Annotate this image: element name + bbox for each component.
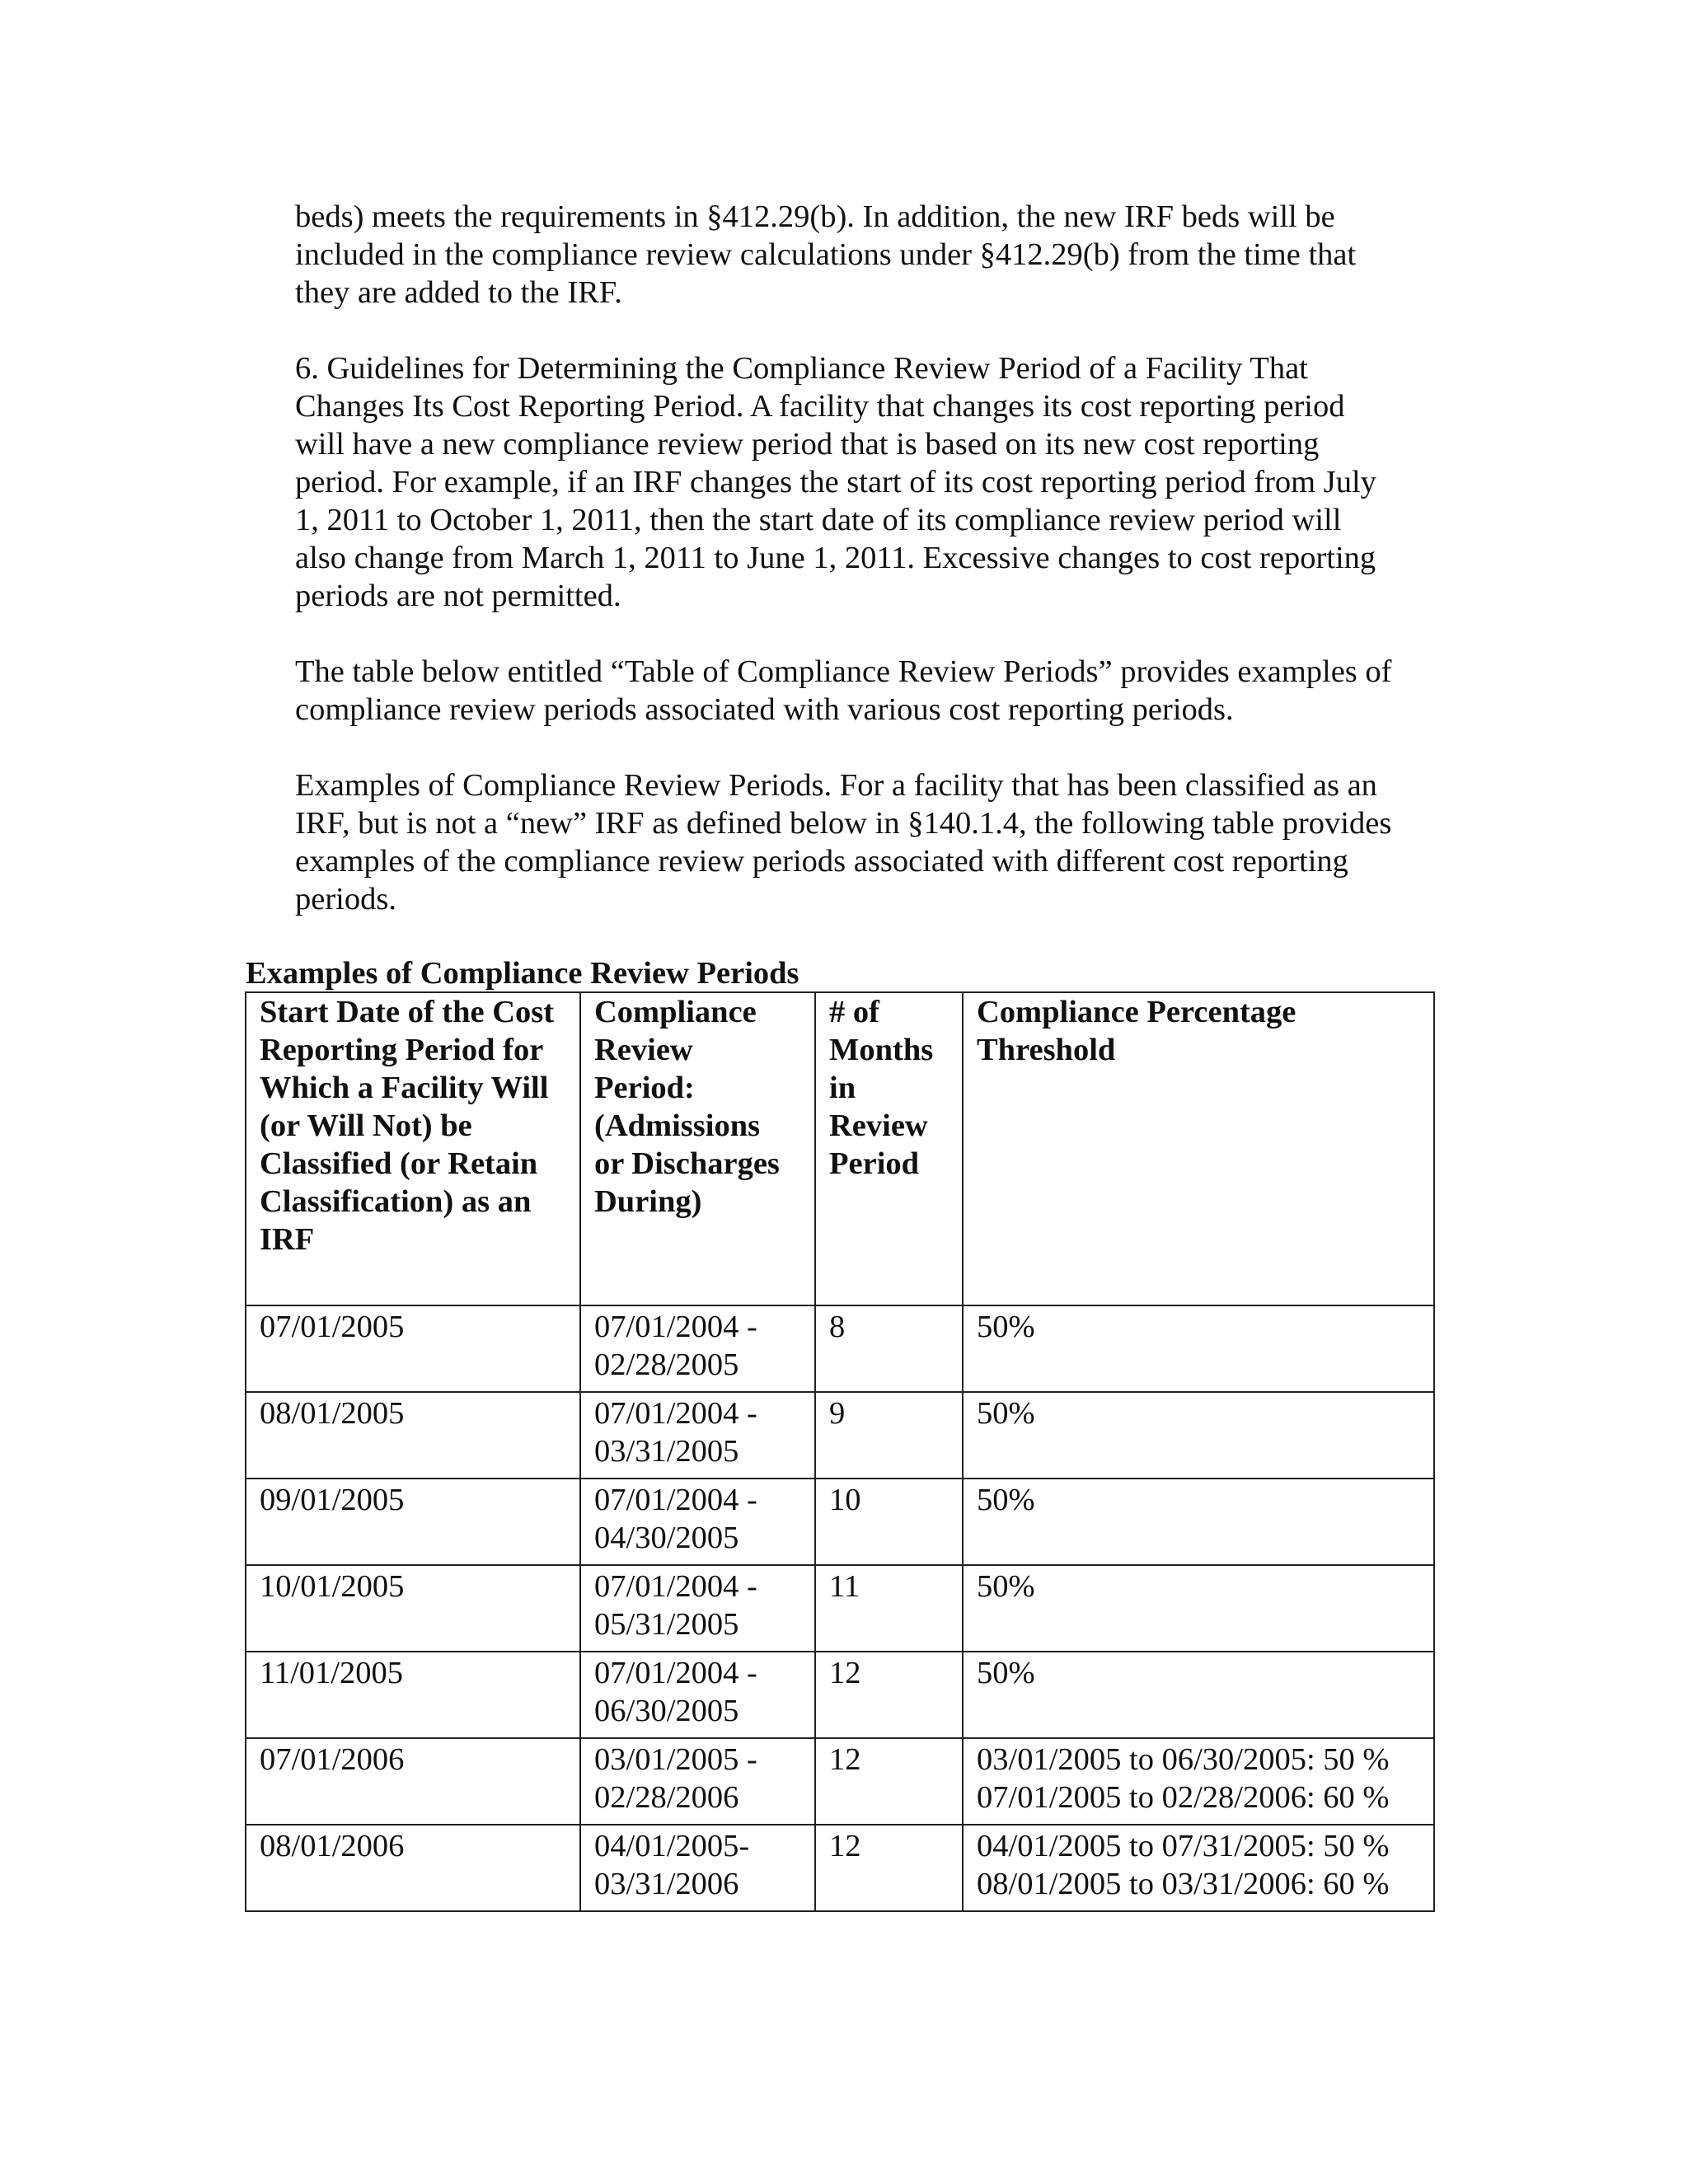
header-line: Classification) as an [260, 1184, 532, 1219]
text-line: Examples of Compliance Review Periods. For a facility that has been classified as an [295, 768, 1377, 803]
cell-line: 50% [977, 1396, 1035, 1431]
cell-threshold [963, 1305, 1434, 1392]
cell-months: 12 [815, 1825, 963, 1911]
cell-line: 05/31/2005 [594, 1607, 739, 1642]
header-line: During) [594, 1184, 702, 1219]
cell-line: 50% [977, 1310, 1035, 1344]
cell-months: 12 [815, 1738, 963, 1825]
text-line: compliance review periods associated with various cost reporting periods. [295, 692, 1234, 727]
cell-review-period [580, 1392, 815, 1479]
cell-line: 08/01/2005 to 03/31/2006: 60 % [977, 1867, 1390, 1901]
cell-review-period [580, 1479, 815, 1565]
cell-line: 04/01/2005 to 07/31/2005: 50 % [977, 1829, 1390, 1863]
header-line: Compliance [594, 995, 757, 1029]
header-line: Threshold [977, 1033, 1116, 1067]
header-line: Review [829, 1108, 928, 1143]
header-line: Classified (or Retain [260, 1146, 538, 1181]
header-line: or Discharges [594, 1146, 780, 1181]
header-line: Review [594, 1033, 693, 1067]
text-line: will have a new compliance review period that is based on its new cost reporting [295, 427, 1320, 462]
cell-months: 8 [815, 1305, 963, 1392]
cell-start-date: 07/01/2006 [246, 1738, 580, 1825]
cell-line: 07/01/2004 - [594, 1483, 757, 1517]
text-line: 1, 2011 to October 1, 2011, then the start date of its compliance review period will [295, 503, 1342, 537]
text-line: they are added to the IRF. [295, 275, 622, 310]
header-line: Reporting Period for [260, 1033, 544, 1067]
text-line: periods are not permitted. [295, 579, 621, 613]
cell-months: 11 [815, 1565, 963, 1652]
paragraph-table-intro [295, 653, 1441, 729]
header-line: (Admissions [594, 1108, 761, 1143]
cell-line: 03/01/2005 - [594, 1742, 757, 1777]
text-line: 6. Guidelines for Determining the Compliance Review Period of a Facility That [295, 351, 1308, 386]
cell-line: 04/01/2005- [594, 1829, 750, 1863]
cell-months: 12 [815, 1652, 963, 1738]
cell-threshold [963, 1479, 1434, 1565]
cell-start-date: 07/01/2005 [246, 1305, 580, 1392]
cell-line: 06/30/2005 [594, 1694, 739, 1728]
text-line: also change from March 1, 2011 to June 1, 2011. Excessive changes to cost reporting [295, 541, 1376, 575]
table-header-row [246, 992, 1434, 1305]
text-line: IRF, but is not a “new” IRF as defined below in §140.1.4, the following table provides [295, 806, 1392, 841]
text-line: included in the compliance review calculations under §412.29(b) from the time that [295, 237, 1357, 272]
table-row [246, 1825, 1434, 1911]
header-line: # of [829, 995, 879, 1029]
header-line: Period: [594, 1071, 695, 1105]
compliance-review-table [245, 991, 1435, 1912]
cell-review-period [580, 1305, 815, 1392]
header-line: IRF [260, 1222, 315, 1257]
table-row [246, 1738, 1434, 1825]
cell-line: 07/01/2005 to 02/28/2006: 60 % [977, 1780, 1390, 1815]
cell-line: 50% [977, 1656, 1035, 1690]
text-line: periods. [295, 882, 396, 916]
table-row [246, 1565, 1434, 1652]
cell-review-period [580, 1825, 815, 1911]
cell-threshold [963, 1738, 1434, 1825]
cell-start-date: 08/01/2005 [246, 1392, 580, 1479]
cell-line: 02/28/2005 [594, 1347, 739, 1382]
paragraph-guidelines [295, 349, 1441, 615]
header-start-date [246, 992, 580, 1305]
cell-months: 10 [815, 1479, 963, 1565]
cell-line: 07/01/2004 - [594, 1656, 757, 1690]
cell-threshold [963, 1652, 1434, 1738]
cell-line: 07/01/2004 - [594, 1396, 757, 1431]
table-row [246, 1392, 1434, 1479]
cell-threshold [963, 1392, 1434, 1479]
table-row [246, 1479, 1434, 1565]
header-line: (or Will Not) be [260, 1108, 472, 1143]
text-line: beds) meets the requirements in §412.29(b). In addition, the new IRF beds will be [295, 199, 1335, 234]
header-review-period [580, 992, 815, 1305]
cell-line: 07/01/2004 - [594, 1569, 757, 1604]
cell-start-date: 11/01/2005 [246, 1652, 580, 1738]
cell-review-period [580, 1565, 815, 1652]
table-title: Examples of Compliance Review Periods [246, 956, 799, 991]
cell-line: 50% [977, 1483, 1035, 1517]
cell-threshold [963, 1565, 1434, 1652]
cell-months: 9 [815, 1392, 963, 1479]
header-line: Which a Facility Will [260, 1071, 549, 1105]
cell-review-period [580, 1652, 815, 1738]
cell-start-date: 09/01/2005 [246, 1479, 580, 1565]
cell-line: 02/28/2006 [594, 1780, 739, 1815]
text-line: Changes Its Cost Reporting Period. A facility that changes its cost reporting period [295, 389, 1345, 424]
cell-line: 03/31/2005 [594, 1434, 739, 1469]
cell-start-date: 10/01/2005 [246, 1565, 580, 1652]
cell-review-period [580, 1738, 815, 1825]
paragraph-examples [295, 766, 1441, 918]
cell-line: 04/30/2005 [594, 1521, 739, 1555]
header-line: in [829, 1071, 856, 1105]
cell-line: 03/31/2006 [594, 1867, 739, 1901]
text-line: period. For example, if an IRF changes the start of its cost reporting period from July [295, 465, 1376, 499]
header-line: Start Date of the Cost [260, 995, 555, 1029]
text-line: examples of the compliance review periods associated with different cost reporting [295, 844, 1348, 879]
cell-threshold [963, 1825, 1434, 1911]
header-line: Period [829, 1146, 920, 1181]
cell-line: 50% [977, 1569, 1035, 1604]
text-line: The table below entitled “Table of Compliance Review Periods” provides examples of [295, 654, 1392, 689]
header-line: Months [829, 1033, 934, 1067]
header-threshold [963, 992, 1434, 1305]
cell-start-date: 08/01/2006 [246, 1825, 580, 1911]
header-line: Compliance Percentage [977, 995, 1296, 1029]
table-row [246, 1652, 1434, 1738]
header-months [815, 992, 963, 1305]
paragraph-irf-beds [295, 198, 1441, 312]
cell-line: 03/01/2005 to 06/30/2005: 50 % [977, 1742, 1390, 1777]
cell-line: 07/01/2004 - [594, 1310, 757, 1344]
table-row [246, 1305, 1434, 1392]
